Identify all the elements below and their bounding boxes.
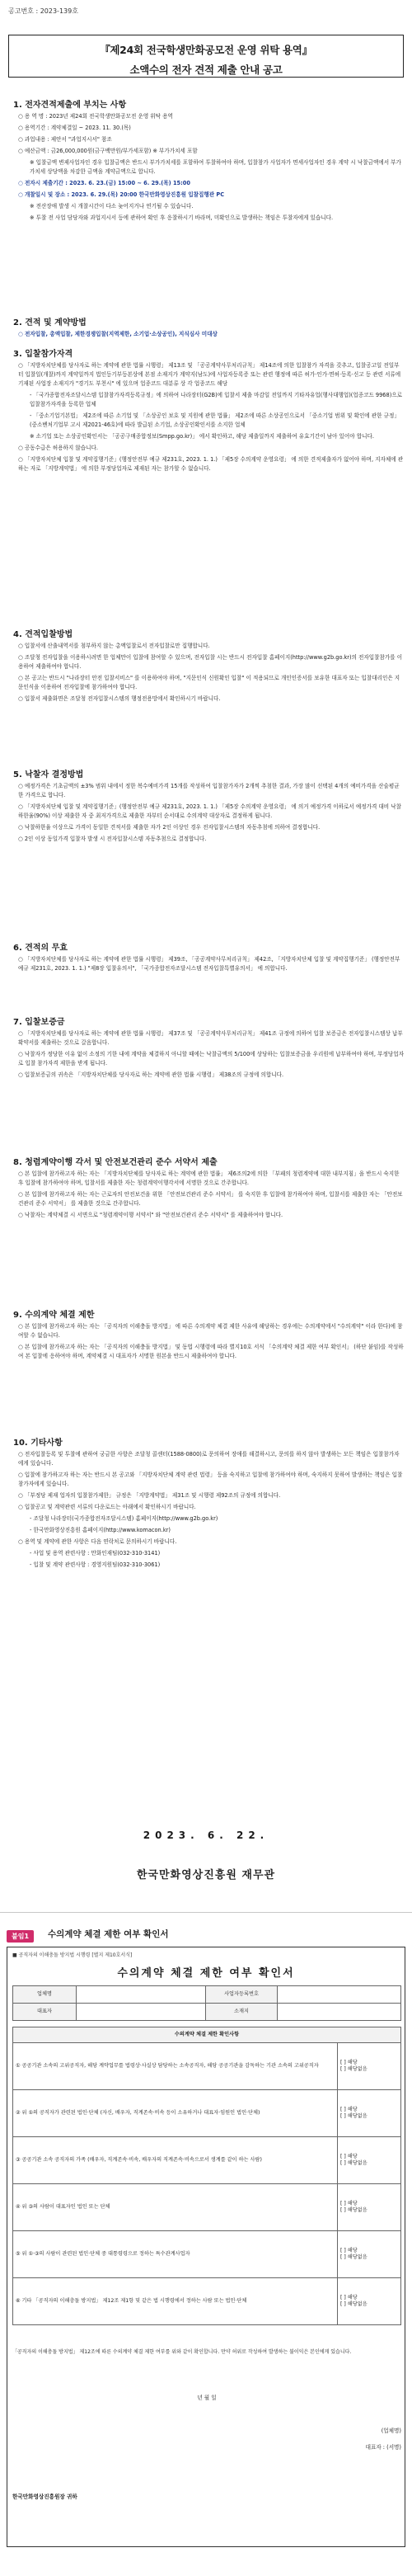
section-line: - 한국만화영상진흥원 홈페이지(http://www.komacon.kr) (30, 1527, 171, 1533)
check-options[interactable] (338, 2043, 401, 2090)
section-body (18, 782, 404, 846)
check-item-text: ⑤ 위 ①·③의 사람이 관련된 법인·단체 중 대통령령으로 정하는 특수관계사업자 (13, 2231, 338, 2278)
not-applicable-checkbox[interactable]: [ ] 해당없음 (340, 2207, 368, 2213)
form-footnote: 「공직자의 이해충돌 방지법」 제12조에 따른 수의계약 체결 제한 여부를 위와 같이 확인합니다. 만약 허위로 작성하여 발생하는 불이익은 본인에게 있습니다. (12, 2349, 352, 2355)
check-options[interactable] (338, 2231, 401, 2278)
applicable-checkbox[interactable]: [ ] 해당 (340, 2247, 358, 2253)
check-row (13, 2231, 401, 2278)
rep-label: 대표자 (13, 2004, 77, 2021)
check-header: 수의계약 체결 제한 확인사항 (13, 2027, 401, 2043)
section-line: ○ 용역기간 : 계약체결일 ~ 2023. 11. 30.(목) (18, 125, 131, 131)
applicable-checkbox[interactable]: [ ] 해당 (340, 2153, 358, 2159)
section-line: ※ 전산장애 발생 시 개찰시간이 다소 늦어지거나 연기될 수 있습니다. (30, 203, 194, 210)
section-heading: 1. 전자견적제출에 부치는 사항 (13, 101, 127, 110)
section-line: ○ 본 입찰에 참가하고자 하는 자는 「공직자의 이해충돌 방지법」 및 동법 시행령에 따라 별지10호 서식 「수의계약 체결 제한 여부 확인서」 (하단 붙임)를 작성하여 본 입찰에 응하여야 하며, 계약체결 시 대표자가 서명한 원본을 반드시 제출하여야 합니다. (18, 1344, 404, 1359)
section-line: ○ 입찰공고 및 계약관련 서류의 다운로드는 아래에서 확인하시기 바랍니다. (18, 1504, 196, 1510)
section-heading: 6. 견적의 무효 (13, 944, 68, 953)
check-rows (13, 2043, 401, 2325)
check-item-text: ① 공공기관 소속의 고위공직자, 해당 계약업무를 법령상·사실상 담당하는 소속공직자, 해당 공공기관을 감독하는 기관 소속의 고위공직자 (13, 2043, 338, 2090)
section-line: ○ 공동수급은 허용하지 않습니다. (18, 445, 98, 451)
section-heading: 7. 입찰보증금 (13, 1018, 65, 1027)
section-heading: 2. 견적 및 계약방법 (13, 318, 87, 327)
notice-subtitle: 소액수의 전자 견적 제출 안내 공고 (129, 64, 283, 76)
check-options[interactable] (338, 2137, 401, 2184)
section-line: ※ 소기업 또는 소상공인확인서는 「공공구매종합정보(Smpp.go.kr)」 에서 확인하고, 해당 제출일까지 제출하여 유효기간이 남아 있어야 합니다. (30, 433, 374, 440)
company-label: 업체명 (13, 1986, 77, 2004)
section-line: ○ 예정가격은 기초금액의 ±3% 범위 내에서 정한 복수예비가격 15개를 작성하여 입찰참가자가 2개씩 추첨한 결과, 가장 많이 선택된 4개의 예비가격을 산술평균한 가격으로 합니다. (18, 783, 400, 798)
section-line: ○ 입찰에 참가하고자 하는 자는 반드시 본 공고와 「지방자치단체 계약 관련 법령」 등을 숙지하고 입찰에 참가하여야 하며, 숙지하지 못하여 발생하는 책임은 입찰참가자에게 있습니다. (18, 1472, 403, 1487)
section-line: ○ 「부정당 제재 업자의 입찰참가제한」 규정은 「지방계약법」 제31조 및 시행령 제92조의 규정에 의합니다. (18, 1492, 281, 1499)
section-line: ○ 본 공고는 반드시 "나라장터 안전 입찰서비스" 를 이용하여야 하며, "지문인식 신원확인 입찰" 이 적용되므로 개인인증서를 보유한 대표자 또는 입찰대리인은 지문인식을 이용하여 전자입찰에 참가하여야 합니다. (18, 675, 400, 690)
not-applicable-checkbox[interactable]: [ ] 해당없음 (340, 2254, 368, 2260)
title-box (8, 35, 404, 78)
notice-title: 『제24회 전국학생만화공모전 운영 위탁 용역』 (100, 44, 312, 56)
rep-field[interactable] (77, 2004, 206, 2021)
issuing-organization: 한국만화영상진흥원 재무관 (136, 1869, 276, 1881)
section-body (18, 1322, 404, 1363)
section-line: ※ 입찰금액 변제사업자인 경우 입찰금액은 반드시 부가가치세를 포함하여 투찰하여야 하며, 입찰참가 사업자가 면세사업자인 경우 계약 시 낙찰금액에서 부가가치세 상당액을 차감한 금액을 계약금액으로 합니다. (30, 159, 401, 175)
confirmation-form (7, 1947, 405, 2547)
reg-no-field[interactable] (278, 1986, 401, 2004)
section-line: ○ 전자시 제출기간 : 2023. 6. 23.(금) 15:00 ~ 6. 29.(목) 15:00 (18, 180, 190, 186)
reg-no-label: 사업자등록번호 (206, 1986, 278, 2004)
section-line: ○ 본 입찰에 참가하고자 하는 자는 「공직자의 이해충돌 방지법」 에 따른 수의계약 체결 제한 사유에 해당하는 경우에는 수의계약에서 "수의계약" 이라 한다)에 참여할 수 없습니다. (18, 1323, 403, 1339)
section-line: ※ 투찰 전 사업 담당자와 과업지시서 등에 관하여 확인 후 응찰하시기 바라며, 미확인으로 발생하는 책임은 투찰자에게 있습니다. (30, 214, 334, 221)
section-line: ○ 「지방자치단체를 당사자로 하는 계약에 관한 법률 시행령」 제39조, 「공공계약사무처리규칙」 제42조, 「지방자치단체 입찰 및 계약집행기준」 (행정안전부 예규 제231호, 2023. 1. 1.) "제8장 입찰유의서", 「국가종합전자조달시스템 전자입찰특별유의서」 에 의합니다. (18, 956, 400, 972)
check-row (13, 2090, 401, 2137)
divider (0, 1912, 412, 1913)
section-body (18, 112, 404, 225)
section-line: ○ 「지방자치단체를 당사자로 하는 계약에 관한 법률 시행령」 제13조 및 「공공계약사무처리규칙」 제14조에 의한 입찰참가 자격을 갖추고, 입찰공고일 전일부터 입찰일(개찰)까지 계약일까지 법인등기부등본상에 본점 소재지가 계약지(남도)에 사업자등록증 또는 관련 행정에 따른 허가·인가·면허·등록·신고 등 관련 서류에 기재된 사업장 소재지가 "경기도 부천시" 에 있으며 업종코드 대분류 상 각 업종코드 해당 (18, 362, 401, 387)
check-row (13, 2137, 401, 2184)
check-row (13, 2184, 401, 2231)
section-line: ○ 용 역 명 : 2023년 제24회 전국학생만화공모전 운영 위탁 용역 (18, 113, 173, 120)
section-line: ○ 조달청 전자입찰을 이용하시려면 한 업체만이 입찰에 참여할 수 있으며, 전자입찰 시는 반드시 전자입찰 홈페이지(http://www.g2b.go.kr)의 전자입찰참가를 이용하여 제출하여야 합니다. (18, 654, 403, 670)
section-line: ○ 과업내용 : 제안서 "과업지시서" 참조 (18, 136, 112, 143)
applicable-checkbox[interactable]: [ ] 해당 (340, 2200, 358, 2206)
check-table (12, 2027, 401, 2325)
section-line: ○ 예산금액 : 금26,000,000원(금구백만원/부가세포함) ※ 부가가치세 포함 (18, 148, 198, 154)
section-line: ○ 본 입찰에 참가하고자 하는 자는 근로자의 안전보건을 위한 「안전보건관리 준수 서약서」 를 숙지한 후 입찰에 참가하여야 하며, 입찰서를 제출한 자는 「안전보건관리 준수 서약서」 를 제출한 것으로 간주합니다. (18, 1191, 403, 1207)
section-heading: 10. 기타사항 (13, 1439, 63, 1448)
check-options[interactable] (338, 2184, 401, 2231)
section-body (18, 955, 404, 976)
section-heading: 3. 입찰참가자격 (13, 350, 73, 359)
notice-date: 2023. 6. 22. (143, 1830, 269, 1841)
not-applicable-checkbox[interactable]: [ ] 해당없음 (340, 2160, 368, 2166)
section-line: ○ 용역 및 계약에 관한 사항은 다음 연락처로 문의하시기 바랍니다. (18, 1538, 177, 1545)
section-heading: 9. 수의계약 체결 제한 (13, 1311, 95, 1320)
section-body (18, 1029, 404, 1082)
applicant-table (12, 1985, 401, 2021)
section-line: - 입찰 및 계약 관련사항 : 경영지원팀(032-310-3061) (30, 1561, 161, 1568)
section-line: ○ 「지방자치단체 입찰 및 계약집행기준」(행정안전부 예규 제231호, 2023. 1. 1.) 「제5장 수의계약 운영요령」 에 의거 예정가격 이하로서 예정가격 대비 낙찰하한율(90%) 이상 제출한 자 중 최저가격으로 제출한 자부터 순서대로 수의계약 대상자로 결정하게 됩니다. (18, 803, 402, 819)
section-line: ○ 2인 이상 동일가격 입찰자 발생 시 전자입찰시스템 자동추첨으로 결정합니다. (18, 836, 207, 842)
not-applicable-checkbox[interactable]: [ ] 해당없음 (340, 2066, 368, 2072)
applicable-checkbox[interactable]: [ ] 해당 (340, 2294, 358, 2301)
section-line: ○ 본 입찰에 참가하고자 하는 자는 「지방자치단체를 당사자로 하는 계약에 관한 법률」 제6조의2에 의한 「부패의 청렴계약에 대한 내부지침」을 반드시 숙지한 후 입찰에 참가하여야 하며, 입찰서를 제출한 자는 청렴계약이행각서에 서명한 것으로 간주합니다. (18, 1170, 400, 1186)
section-body (18, 361, 404, 476)
section-body (18, 330, 404, 341)
sign-to: 한국만화영상진흥원장 귀하 (12, 2494, 77, 2500)
check-item-text: ③ 공공기관 소속 공직자의 가족 (배우자, 직계존속·비속, 배우자의 직계존속·비속으로서 생계를 같이 하는 사람) (13, 2137, 338, 2184)
section-line: ○ 개찰일시 및 장소 : 2023. 6. 29.(목) 20:00 한국만화영상진흥원 입찰집행관 PC (18, 191, 225, 198)
section-line: ○ 「지방자치단체를 당사자로 하는 계약에 관한 법률 시행령」 제37조 및 「공공계약사무처리규칙」 제41조 규정에 의하여 입찰 보증금은 전자입찰시스템상 납부확약서를 제출하는 것으로 갈음합니다. (18, 1030, 403, 1046)
section-line: ○ 전자입찰등록 및 투찰에 관하여 궁금한 사항은 조달청 콜센터(1588-0800)로 문의하여 장애를 해결하시고, 문의를 하지 않아 발생하는 모든 책임은 입찰참가자에게 있습니다. (18, 1451, 400, 1467)
sign-rep: 대표자 : (서명) (365, 2444, 401, 2451)
check-item-text: ② 위 ①의 공직자가 관련된 법인·단체 (자신, 배우자, 직계존속·비속 등이 소유하거나 대표자·임원인 법인·단체) (13, 2090, 338, 2137)
section-body (18, 1170, 404, 1222)
section-body (18, 642, 404, 706)
address-label: 소재지 (206, 2004, 278, 2021)
section-line: ○ 입찰서 제출화면은 조달청 전자입찰시스템의 행정전용망에서 확인하시기 바랍니다. (18, 695, 221, 702)
check-options[interactable] (338, 2278, 401, 2325)
check-row (13, 2278, 401, 2325)
applicable-checkbox[interactable]: [ ] 해당 (340, 2106, 358, 2112)
section-line: - 사업 및 용역 관련사항 : 만화인재팀(032-310-3141) (30, 1550, 161, 1556)
not-applicable-checkbox[interactable]: [ ] 해당없음 (340, 2301, 368, 2307)
section-body (18, 1450, 404, 1572)
section-line: ○ 「지방자치단체 입찰 및 계약집행기준」(행정안전부 예규 제231호, 2023. 1. 1.) 「제5장 수의계약 운영요령」 에 의한 견적제출자가 없어야 하며, 지자체에 관하는 자로 「지방계약법」 에 의한 부정당업자로 제재된 자는 참가할 수 없습니다. (18, 456, 404, 472)
section-line: ○ 낙찰자는 계약체결 시 서면으로 "청렴계약이행 서약서" 와 "안전보건관리 준수 서약서" 를 제출하여야 합니다. (18, 1212, 283, 1218)
section-line: ○ 낙찰하한율 이상으로 가격이 동일한 견적서를 제출한 자가 2인 이상인 경우 전자입찰시스템의 자동추첨에 의하여 결정합니다. (18, 824, 321, 831)
check-options[interactable] (338, 2090, 401, 2137)
annex-title: 수의계약 체결 제한 여부 확인서 (48, 1929, 169, 1939)
form-title: 수의계약 체결 제한 여부 확인서 (117, 1967, 295, 1980)
form-reference: ■ 공직자의 이해충돌 방지법 시행령 [별지 제10호서식] (12, 1952, 133, 1958)
section-line: ○ 전자입찰, 총액입찰, 제한경쟁입찰(지역제한, 소기업·소상공인), 지식심사 미대상 (18, 331, 218, 337)
section-line: ○ 낙찰자가 정당한 이유 없이 소정의 기한 내에 계약을 체결하지 아니할 때에는 낙찰금액의 5/100에 상당하는 입찰보증금을 우리원에 납부하여야 하며, 부정당업자로 입찰 참가자격 제한을 받게 됩니다. (18, 1051, 404, 1067)
notice-number: 공고번호 : 2023-139호 (8, 7, 78, 15)
section-heading: 5. 낙찰자 결정방법 (13, 770, 84, 779)
annex-badge: 붙임1 (7, 1930, 34, 1943)
section-heading: 8. 청렴계약이행 각서 및 안전보건관리 준수 서약서 제출 (13, 1158, 218, 1167)
check-row (13, 2043, 401, 2090)
section-line: - 「중소기업기본법」 제2조에 따른 소기업 및 「소상공인 보호 및 지원에 관한 법률」 제2조에 따른 소상공인으로서 「중소기업 범위 및 확인에 관한 규정」(중소벤처기업부 고시 제2021-46호)에 따라 발급된 소기업, 소상공인확인서를 소지한 업체 (30, 412, 400, 428)
address-field[interactable] (278, 2004, 401, 2021)
section-line: ○ 입찰서에 산출내역서를 첨부하지 않는 총액입찰로서 전자입찰로만 집행합니다. (18, 643, 210, 649)
check-item-text: ④ 위 ③의 사람이 대표자인 법인 또는 단체 (13, 2184, 338, 2231)
section-line: ○ 입찰보증금의 귀속은 「지방자치단체를 당사자로 하는 계약에 관한 법률 시행령」 제38조의 규정에 의합니다. (18, 1071, 284, 1078)
sign-company: (업체명) (381, 2428, 401, 2434)
sign-date: 년 월 일 (197, 2395, 217, 2401)
check-item-text: ⑥ 기타 「공직자의 이해충돌 방지법」 제12조 제1항 및 같은 법 시행령에서 정하는 사람 또는 법인·단체 (13, 2278, 338, 2325)
company-field[interactable] (77, 1986, 206, 2004)
section-line: - 조달청 나라장터(국가종합전자조달시스템) 홈페이지(http://www.g2b.go.kr) (30, 1515, 218, 1522)
section-heading: 4. 견적입찰방법 (13, 630, 73, 639)
applicable-checkbox[interactable]: [ ] 해당 (340, 2059, 358, 2065)
section-line: - 「국가종합전자조달시스템 입찰참가자격등록규정」에 의하여 나라장터(G2B)에 입찰서 제출 마감일 전일까지 기타자유업(행사대행업)(업종코드 9968)으로 입찰참가자격을 등록한 업체 (30, 392, 403, 407)
not-applicable-checkbox[interactable]: [ ] 해당없음 (340, 2113, 368, 2119)
